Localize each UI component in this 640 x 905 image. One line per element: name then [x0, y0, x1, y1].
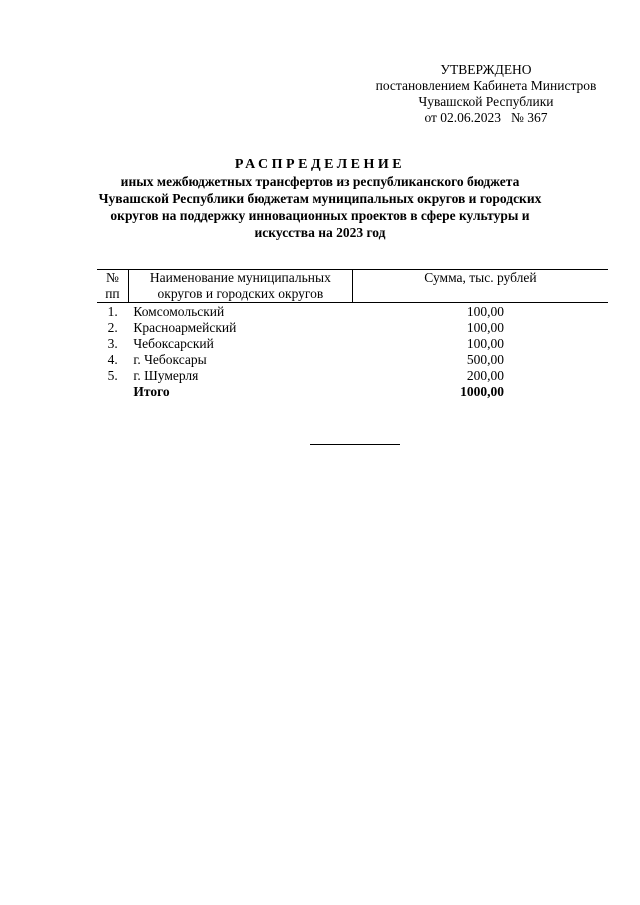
row-number: 4. [107, 352, 118, 367]
approval-block [360, 62, 612, 126]
row-sum: 100,00 [466, 336, 504, 351]
heading-line-4: искусства на 2023 год [254, 225, 386, 240]
table-row [97, 336, 608, 352]
row-name: Чебоксарский [133, 336, 214, 351]
header-name [128, 270, 352, 303]
header-sum: Сумма, тыс. рублей [352, 270, 608, 303]
document-heading [90, 156, 550, 241]
header-number-line2: пп [105, 286, 120, 301]
approval-republic: Чувашской Республики [418, 94, 554, 109]
approval-authority: постановлением Кабинета Министров [375, 78, 597, 93]
row-name: Комсомольский [133, 304, 225, 319]
end-divider [310, 444, 400, 445]
row-sum: 200,00 [466, 368, 504, 383]
row-name: г. Чебоксары [133, 352, 207, 367]
heading-line-3: округов на поддержку инновационных проектов в сфере культуры и [110, 208, 530, 223]
table-row [97, 368, 608, 384]
table-row [97, 352, 608, 368]
row-number: 2. [107, 320, 118, 335]
distribution-table [97, 269, 608, 400]
approval-date: от 02.06.2023 [424, 110, 502, 125]
header-number-line1: № [105, 270, 119, 285]
row-sum: 100,00 [466, 320, 504, 335]
total-label: Итого [133, 384, 170, 399]
heading-line-2: Чувашской Республики бюджетам муниципальных округов и городских [98, 191, 542, 206]
total-number [97, 384, 128, 400]
heading-line-1: иных межбюджетных трансфертов из республиканского бюджета [120, 174, 520, 189]
row-name: Красноармейский [133, 320, 237, 335]
approval-date-line [360, 110, 612, 126]
row-name: г. Шумерля [133, 368, 199, 383]
row-number: 5. [107, 368, 118, 383]
header-name-line1: Наименование муниципальных [149, 270, 331, 285]
approval-number: № 367 [511, 110, 548, 125]
header-number [97, 270, 128, 303]
row-number: 1. [107, 304, 118, 319]
row-sum: 500,00 [466, 352, 504, 367]
approval-title: УТВЕРЖДЕНО [440, 62, 532, 77]
table-row [97, 320, 608, 336]
row-sum: 100,00 [466, 304, 504, 319]
total-row [97, 384, 608, 400]
document-title: РАСПРЕДЕЛЕНИЕ [234, 157, 406, 172]
table-header-row [97, 270, 608, 303]
total-sum: 1000,00 [460, 384, 504, 399]
table-row [97, 303, 608, 321]
header-name-line2: округов и городских округов [157, 286, 324, 301]
row-number: 3. [107, 336, 118, 351]
